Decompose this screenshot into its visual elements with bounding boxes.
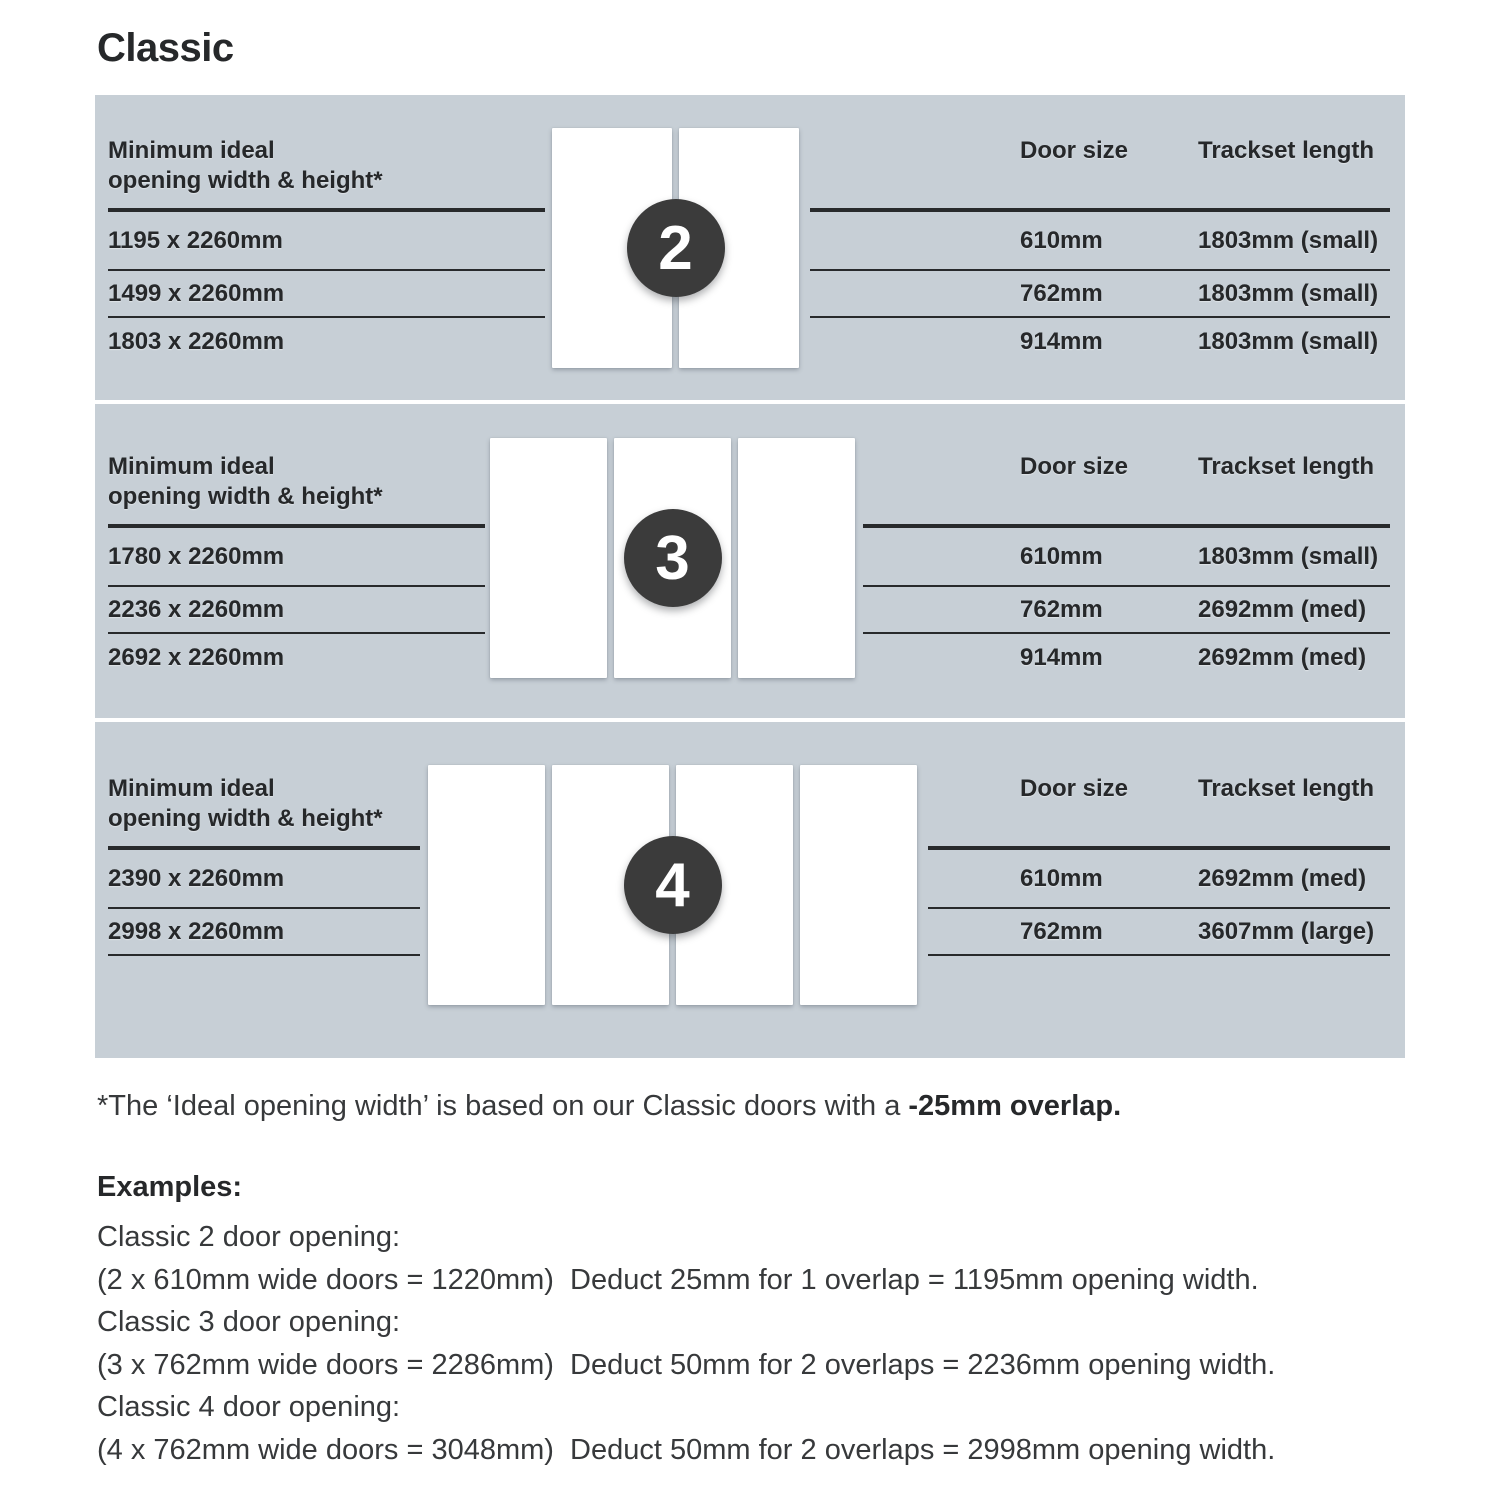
door-size-value: 762mm xyxy=(1020,917,1103,945)
examples-block xyxy=(97,1172,1275,1471)
opening-size-value: 2390 x 2260mm xyxy=(108,864,285,892)
trackset-length-value: 3607mm (large) xyxy=(1198,917,1375,945)
table-row xyxy=(810,212,1390,271)
door-size-value: 762mm xyxy=(1020,279,1103,307)
footnote xyxy=(97,1090,1121,1123)
trackset-column-header: Trackset length xyxy=(1198,775,1375,802)
door-size-value: 610mm xyxy=(1020,226,1103,254)
page-title: Classic xyxy=(97,26,234,70)
table-row xyxy=(108,909,420,956)
trackset-length-value: 2692mm (med) xyxy=(1198,864,1367,892)
table-row xyxy=(108,587,485,634)
door-panel xyxy=(800,765,917,1005)
door-diagram-3 xyxy=(490,438,855,678)
door-size-value: 914mm xyxy=(1020,327,1103,355)
table-row xyxy=(108,318,545,365)
table-row xyxy=(108,271,545,318)
size-trackset-table xyxy=(863,404,1390,681)
door-count-badge: 3 xyxy=(624,509,722,607)
door-size-value: 762mm xyxy=(1020,595,1103,623)
footnote-text: *The ‘Ideal opening width’ is based on our Classic doors with a xyxy=(97,1090,909,1122)
door-size-value: 610mm xyxy=(1020,864,1103,892)
trackset-column-header: Trackset length xyxy=(1198,453,1375,480)
opening-size-value: 1499 x 2260mm xyxy=(108,279,285,307)
opening-size-header xyxy=(108,95,545,212)
spec-section-2-door xyxy=(95,95,1405,400)
size-trackset-table xyxy=(928,722,1390,956)
trackset-column-header: Trackset length xyxy=(1198,137,1375,164)
door-panel xyxy=(738,438,855,678)
example-line: (3 x 762mm wide doors = 2286mm) Deduct 50mm for 2 overlaps = 2236mm opening width. xyxy=(97,1348,1276,1381)
opening-size-header xyxy=(108,722,420,850)
opening-header-line2: opening width & height* xyxy=(108,167,383,194)
door-count-badge: 2 xyxy=(627,199,725,297)
opening-size-value: 1780 x 2260mm xyxy=(108,542,285,570)
trackset-length-value: 1803mm (small) xyxy=(1198,542,1379,570)
table-row xyxy=(863,587,1390,634)
trackset-length-value: 2692mm (med) xyxy=(1198,595,1367,623)
size-trackset-table xyxy=(810,95,1390,365)
opening-header-line1: Minimum ideal xyxy=(108,775,275,802)
example-line: Classic 2 door opening: xyxy=(97,1221,401,1253)
spec-section-4-door xyxy=(95,718,1405,1058)
trackset-length-value: 1803mm (small) xyxy=(1198,327,1379,355)
size-trackset-header xyxy=(928,722,1390,850)
opening-size-value: 2236 x 2260mm xyxy=(108,595,285,623)
example-line: (4 x 762mm wide doors = 3048mm) Deduct 50mm for 2 overlaps = 2998mm opening width. xyxy=(97,1433,1276,1466)
opening-size-header xyxy=(108,404,485,528)
opening-size-table xyxy=(108,722,420,956)
door-size-column-header: Door size xyxy=(1020,453,1129,480)
spec-panel xyxy=(95,95,1405,1058)
opening-header-line2: opening width & height* xyxy=(108,805,383,832)
door-size-column-header: Door size xyxy=(1020,137,1129,164)
door-size-column-header: Door size xyxy=(1020,775,1129,802)
trackset-length-value: 1803mm (small) xyxy=(1198,226,1379,254)
spec-section-3-door xyxy=(95,400,1405,718)
opening-size-value: 1803 x 2260mm xyxy=(108,327,285,355)
door-count-badge: 4 xyxy=(624,836,722,934)
table-row xyxy=(928,909,1390,956)
footnote-overlap-bold: -25mm overlap. xyxy=(908,1090,1122,1122)
opening-header-line1: Minimum ideal xyxy=(108,453,275,480)
example-line: (2 x 610mm wide doors = 1220mm) Deduct 25mm for 1 overlap = 1195mm opening width. xyxy=(97,1263,1259,1296)
door-panel xyxy=(428,765,545,1005)
table-row xyxy=(108,212,545,271)
trackset-length-value: 1803mm (small) xyxy=(1198,279,1379,307)
size-trackset-header xyxy=(863,404,1390,528)
opening-size-value: 2692 x 2260mm xyxy=(108,643,285,671)
door-size-value: 914mm xyxy=(1020,643,1103,671)
door-diagram-4 xyxy=(428,765,917,1005)
table-row xyxy=(863,634,1390,681)
table-row xyxy=(108,634,485,681)
example-line: Classic 3 door opening: xyxy=(97,1306,401,1338)
opening-size-table xyxy=(108,95,545,365)
opening-size-table xyxy=(108,404,485,681)
opening-size-value: 1195 x 2260mm xyxy=(108,226,283,254)
door-panel xyxy=(490,438,607,678)
table-row xyxy=(108,850,420,909)
table-row xyxy=(108,528,485,587)
trackset-length-value: 2692mm (med) xyxy=(1198,643,1367,671)
examples-heading: Examples: xyxy=(97,1171,243,1203)
example-line: Classic 4 door opening: xyxy=(97,1391,401,1423)
door-diagram-2 xyxy=(552,128,799,368)
opening-header-line2: opening width & height* xyxy=(108,483,383,510)
door-size-value: 610mm xyxy=(1020,542,1103,570)
table-row xyxy=(810,318,1390,365)
opening-size-value: 2998 x 2260mm xyxy=(108,917,285,945)
table-row xyxy=(928,850,1390,909)
table-row xyxy=(810,271,1390,318)
size-trackset-header xyxy=(810,95,1390,212)
opening-header-line1: Minimum ideal xyxy=(108,137,275,164)
table-row xyxy=(863,528,1390,587)
